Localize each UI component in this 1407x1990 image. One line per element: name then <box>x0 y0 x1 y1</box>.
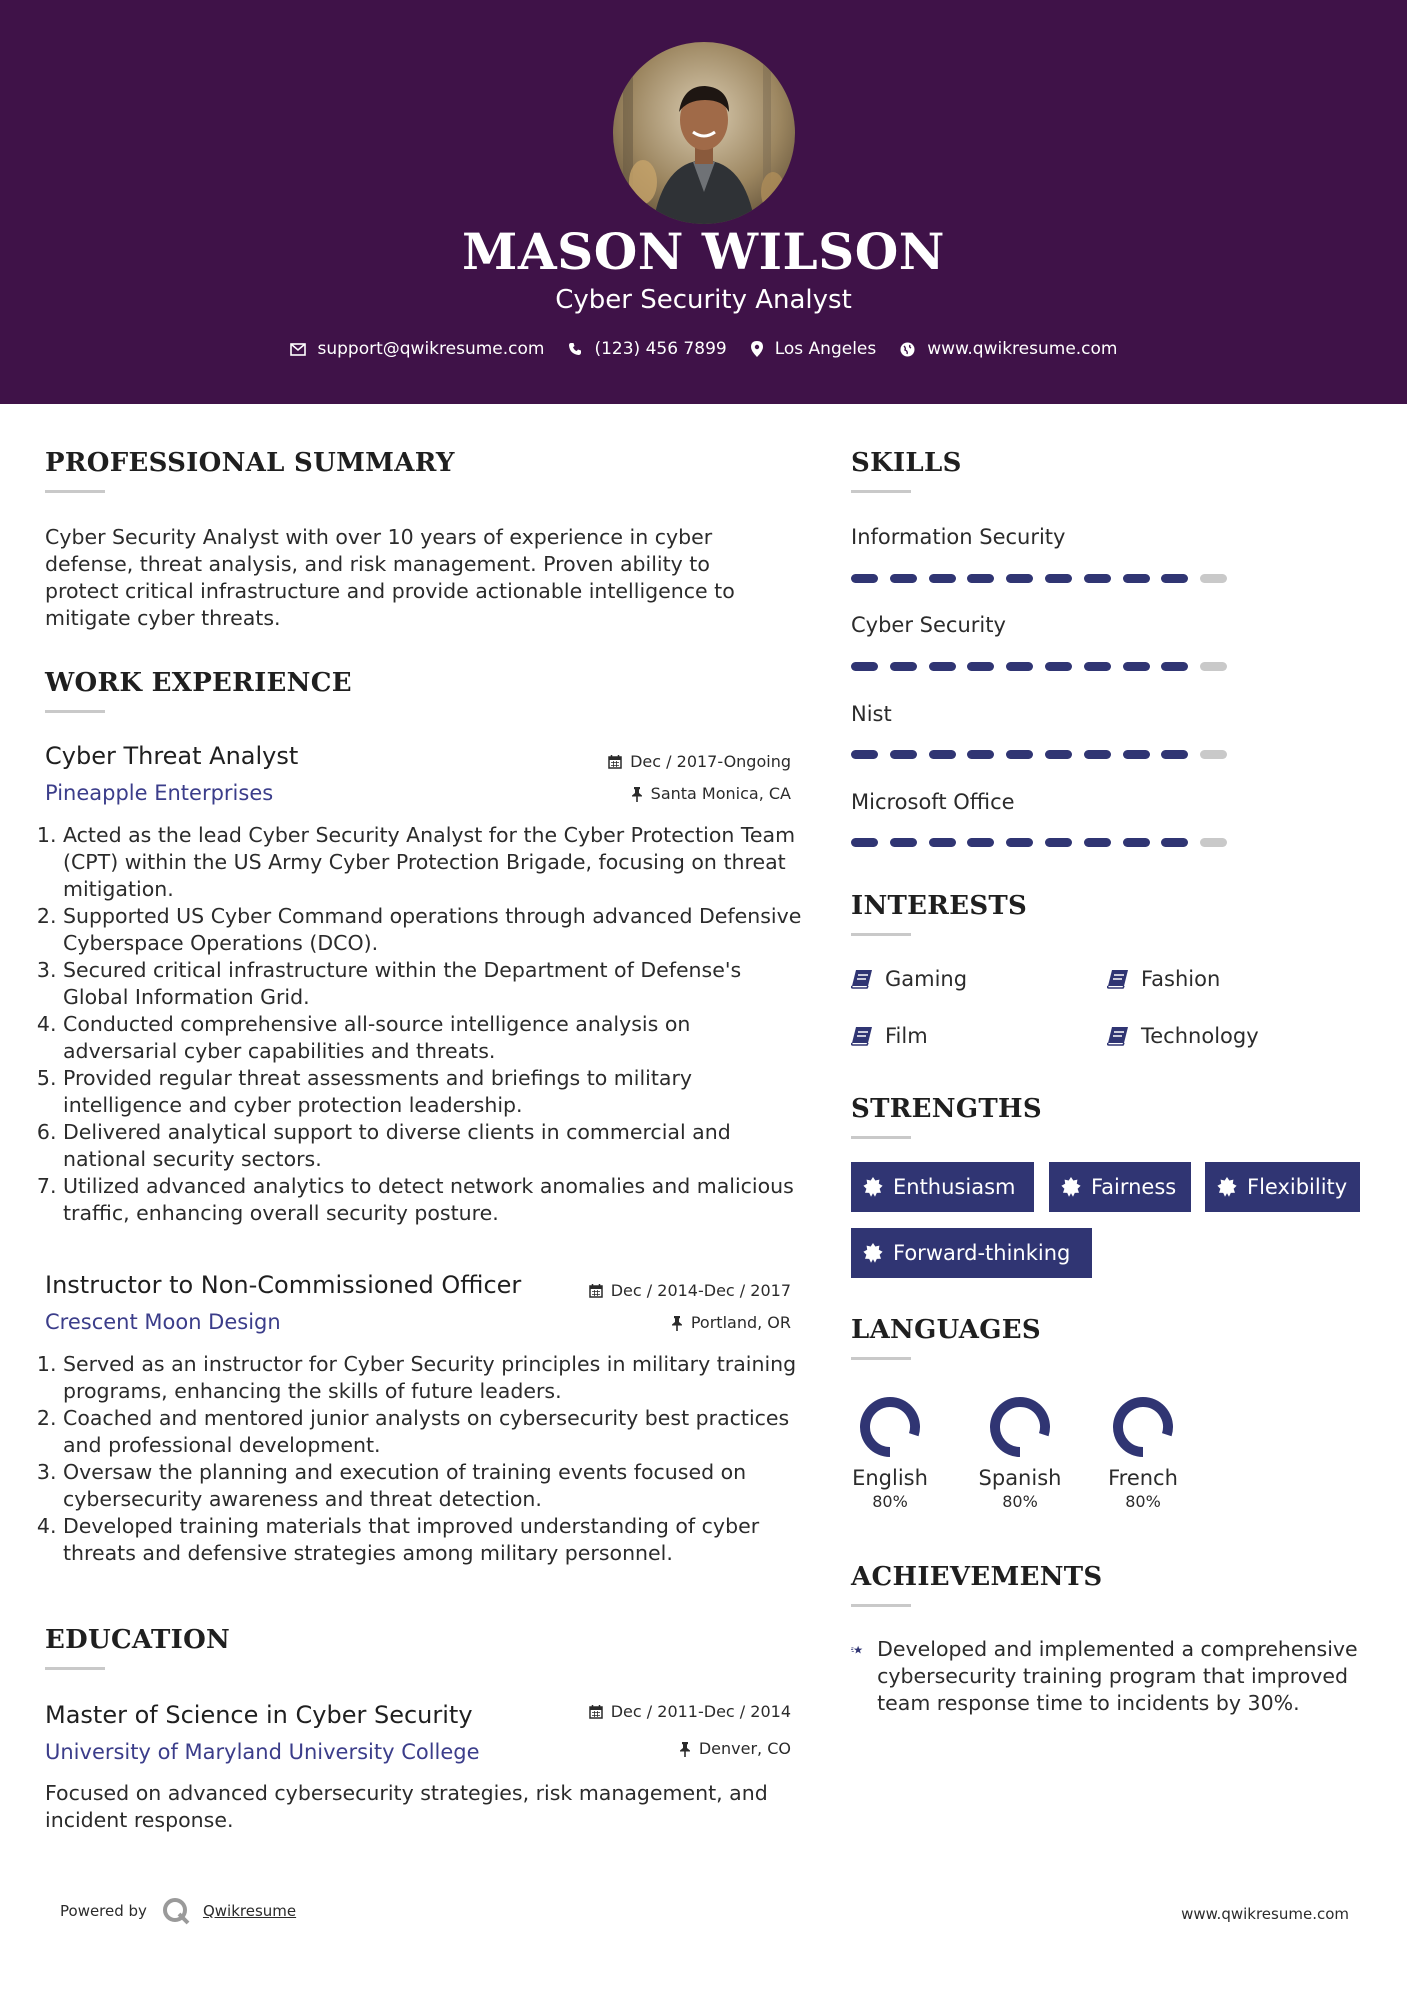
strengths-heading: STRENGTHS <box>851 1094 1042 1124</box>
pin-icon <box>679 1742 691 1757</box>
education-text: Focused on advanced cybersecurity strategies, risk management, and incident response. <box>45 1781 768 1832</box>
language-level: 80% <box>1125 1492 1161 1511</box>
contact-phone[interactable] <box>568 339 726 359</box>
language-name: English <box>852 1466 928 1490</box>
education-location <box>679 1738 791 1760</box>
degree-title: Master of Science in Cyber Security <box>45 1701 473 1729</box>
skill-segment <box>1161 838 1188 847</box>
skill-segment <box>1084 574 1111 583</box>
education-divider <box>45 1667 105 1670</box>
skill-segment <box>1006 750 1033 759</box>
skill-label: Microsoft Office <box>851 790 1015 814</box>
list-item: 5. Provided regular threat assessments and briefings to military intelligence and cyber protection leadership. <box>63 1065 803 1119</box>
calendar-icon <box>608 755 622 769</box>
achievement-text: Developed and implemented a comprehensive cybersecurity training program that improved team response time to incidents by 30%. <box>877 1637 1358 1715</box>
skill-label: Nist <box>851 702 892 726</box>
interests-heading: INTERESTS <box>851 891 1028 921</box>
experience-divider <box>45 710 105 713</box>
skill-label: Cyber Security <box>851 613 1006 637</box>
strengths-divider <box>851 1136 911 1139</box>
skill-segment <box>967 838 994 847</box>
language-item <box>835 1395 945 1513</box>
list-item: 2. Coached and mentored junior analysts on cybersecurity best practices and professional development. <box>63 1405 803 1459</box>
strength-label: Enthusiasm <box>893 1175 1016 1199</box>
envelope-icon <box>290 343 306 356</box>
language-name: French <box>1108 1466 1178 1490</box>
strength-chip <box>1205 1162 1360 1212</box>
skill-bar <box>851 838 1231 847</box>
strength-chip <box>851 1162 1034 1212</box>
strength-chip <box>1049 1162 1191 1212</box>
language-ring-arc <box>1118 1402 1168 1452</box>
skill-segment <box>1123 838 1150 847</box>
skill-segment <box>1045 838 1072 847</box>
badge-icon <box>1217 1177 1237 1197</box>
list-item: 4. Developed training materials that improved understanding of cyber threats and defensive strategies among military personnel. <box>63 1513 803 1567</box>
qwikresume-logo-icon <box>161 1896 191 1926</box>
skill-segment <box>890 750 917 759</box>
achievements-heading: ACHIEVEMENTS <box>851 1562 1103 1592</box>
language-name: Spanish <box>978 1466 1062 1490</box>
achievement-item <box>851 1636 1371 1717</box>
contact-location-text: Los Angeles <box>774 339 877 359</box>
job-location-text: Portland, OR <box>690 1313 791 1332</box>
education-date-text: Dec / 2011-Dec / 2014 <box>610 1702 791 1721</box>
skill-bar <box>851 750 1231 759</box>
skill-segment <box>929 574 956 583</box>
list-item: 6. Delivered analytical support to diverse clients in commercial and national security sectors. <box>63 1119 803 1173</box>
skill-segment <box>1200 574 1227 583</box>
language-level: 80% <box>872 1492 908 1511</box>
job-company: Pineapple Enterprises <box>45 781 274 805</box>
skill-segment <box>1123 750 1150 759</box>
list-item: 3. Oversaw the planning and execution of training events focused on cybersecurity awareness and threat detection. <box>63 1459 803 1513</box>
skill-segment <box>890 838 917 847</box>
skill-segment <box>1084 750 1111 759</box>
skill-segment <box>1045 574 1072 583</box>
book-icon <box>851 1026 873 1046</box>
skill-segment <box>967 574 994 583</box>
pin-icon <box>671 1316 683 1331</box>
skill-segment <box>851 662 878 671</box>
strength-label: Forward-thinking <box>893 1241 1071 1265</box>
interest-item <box>851 965 967 993</box>
languages-heading: LANGUAGES <box>851 1315 1041 1345</box>
strength-label: Fairness <box>1091 1175 1177 1199</box>
star-icon <box>851 1636 863 1664</box>
language-ring <box>858 1395 922 1459</box>
language-ring-arc <box>865 1402 915 1452</box>
list-item: 1. Acted as the lead Cyber Security Analyst for the Cyber Protection Team (CPT) within the US Army Cyber Protection Brigade, focusing on threat mitigation. <box>63 822 803 903</box>
skill-segment <box>1123 574 1150 583</box>
contact-website-text: www.qwikresume.com <box>927 339 1118 359</box>
map-marker-icon <box>751 341 763 357</box>
skill-segment <box>1006 574 1033 583</box>
strength-label: Flexibility <box>1247 1175 1348 1199</box>
skill-segment <box>929 662 956 671</box>
calendar-icon <box>589 1284 603 1298</box>
language-ring <box>988 1395 1052 1459</box>
book-icon <box>1107 969 1129 989</box>
skill-segment <box>1161 750 1188 759</box>
interest-label: Fashion <box>1141 967 1221 991</box>
education-heading: EDUCATION <box>45 1625 231 1655</box>
interest-label: Film <box>885 1024 928 1048</box>
school-name: University of Maryland University College <box>45 1740 480 1764</box>
job-location <box>671 1312 791 1334</box>
skill-segment <box>851 838 878 847</box>
book-icon <box>851 969 873 989</box>
footer-website[interactable]: www.qwikresume.com <box>1181 1905 1349 1923</box>
language-ring <box>1111 1395 1175 1459</box>
language-ring-arc <box>995 1402 1045 1452</box>
contact-location <box>751 339 877 359</box>
badge-icon <box>1061 1177 1081 1197</box>
skill-segment <box>851 750 878 759</box>
skill-segment <box>1123 662 1150 671</box>
calendar-icon <box>589 1705 603 1719</box>
education-location-text: Denver, CO <box>698 1739 791 1758</box>
job-date <box>608 751 791 773</box>
list-item: 2. Supported US Cyber Command operations through advanced Defensive Cyberspace Operations (DCO). <box>63 903 803 957</box>
language-item <box>965 1395 1075 1513</box>
skill-segment <box>1161 662 1188 671</box>
job-date <box>589 1280 791 1302</box>
badge-icon <box>863 1177 883 1197</box>
skill-label: Information Security <box>851 525 1066 549</box>
skill-segment <box>851 574 878 583</box>
job-bullets <box>45 1351 803 1567</box>
job-title: Instructor to Non-Commissioned Officer <box>45 1271 522 1299</box>
job-title: Cyber Threat Analyst <box>45 742 299 770</box>
interest-label: Technology <box>1141 1024 1259 1048</box>
brand-link[interactable]: Qwikresume <box>202 1902 297 1920</box>
skill-segment <box>1200 662 1227 671</box>
job-location-text: Santa Monica, CA <box>650 784 791 803</box>
contact-phone-text: (123) 456 7899 <box>594 339 727 359</box>
interests-divider <box>851 933 911 936</box>
skill-segment <box>890 662 917 671</box>
skill-segment <box>1200 750 1227 759</box>
skill-segment <box>967 662 994 671</box>
footer-powered-by <box>60 1896 296 1926</box>
list-item: 7. Utilized advanced analytics to detect network anomalies and malicious traffic, enhancing overall security posture. <box>63 1173 803 1227</box>
achievements-divider <box>851 1604 911 1607</box>
skill-segment <box>1084 838 1111 847</box>
skill-segment <box>1006 662 1033 671</box>
interest-item <box>1107 965 1220 993</box>
contact-email-text: support@qwikresume.com <box>317 339 545 359</box>
strength-chip <box>851 1228 1092 1278</box>
contact-bar <box>0 336 1407 362</box>
candidate-role: Cyber Security Analyst <box>555 285 852 315</box>
skill-segment <box>967 750 994 759</box>
summary-text: Cyber Security Analyst with over 10 years of experience in cyber defense, threat analysis, and risk management. Proven ability to protect critical infrastructure and provide actionable intelligence to mitigate cyber threats. <box>45 525 735 630</box>
skill-segment <box>1161 574 1188 583</box>
job-bullets <box>45 822 803 1227</box>
header-banner <box>0 0 1407 404</box>
job-company: Crescent Moon Design <box>45 1310 281 1334</box>
book-icon <box>1107 1026 1129 1046</box>
experience-heading: WORK EXPERIENCE <box>45 668 352 698</box>
languages-divider <box>851 1357 911 1360</box>
skills-divider <box>851 490 911 493</box>
job-date-text: Dec / 2017-Ongoing <box>630 752 791 771</box>
contact-email[interactable] <box>290 339 545 359</box>
badge-icon <box>863 1243 883 1263</box>
interest-item <box>1107 1022 1259 1050</box>
language-item <box>1088 1395 1198 1513</box>
summary-heading: PROFESSIONAL SUMMARY <box>45 448 455 478</box>
list-item: 1. Served as an instructor for Cyber Security principles in military training programs, enhancing the skills of future leaders. <box>63 1351 803 1405</box>
skill-segment <box>890 574 917 583</box>
language-level: 80% <box>1002 1492 1038 1511</box>
globe-icon <box>900 342 915 357</box>
job-location <box>631 783 791 805</box>
skill-segment <box>1084 662 1111 671</box>
interest-item <box>851 1022 928 1050</box>
skill-segment <box>929 750 956 759</box>
powered-by-label: Powered by <box>60 1902 147 1920</box>
skill-segment <box>1045 662 1072 671</box>
list-item: 3. Secured critical infrastructure within the Department of Defense's Global Information Grid. <box>63 957 803 1011</box>
candidate-name: MASON WILSON <box>462 222 945 281</box>
pin-icon <box>631 787 643 802</box>
skills-heading: SKILLS <box>851 448 962 478</box>
interest-label: Gaming <box>885 967 968 991</box>
skill-bar <box>851 574 1231 583</box>
contact-website[interactable] <box>900 339 1117 359</box>
avatar <box>613 42 795 224</box>
phone-icon <box>568 342 582 356</box>
list-item: 4. Conducted comprehensive all-source intelligence analysis on adversarial cyber capabilities and threats. <box>63 1011 803 1065</box>
skill-segment <box>1006 838 1033 847</box>
skill-segment <box>929 838 956 847</box>
skill-bar <box>851 662 1231 671</box>
skill-segment <box>1200 838 1227 847</box>
skill-segment <box>1045 750 1072 759</box>
job-date-text: Dec / 2014-Dec / 2017 <box>610 1281 791 1300</box>
education-date <box>589 1701 791 1723</box>
summary-divider <box>45 490 105 493</box>
